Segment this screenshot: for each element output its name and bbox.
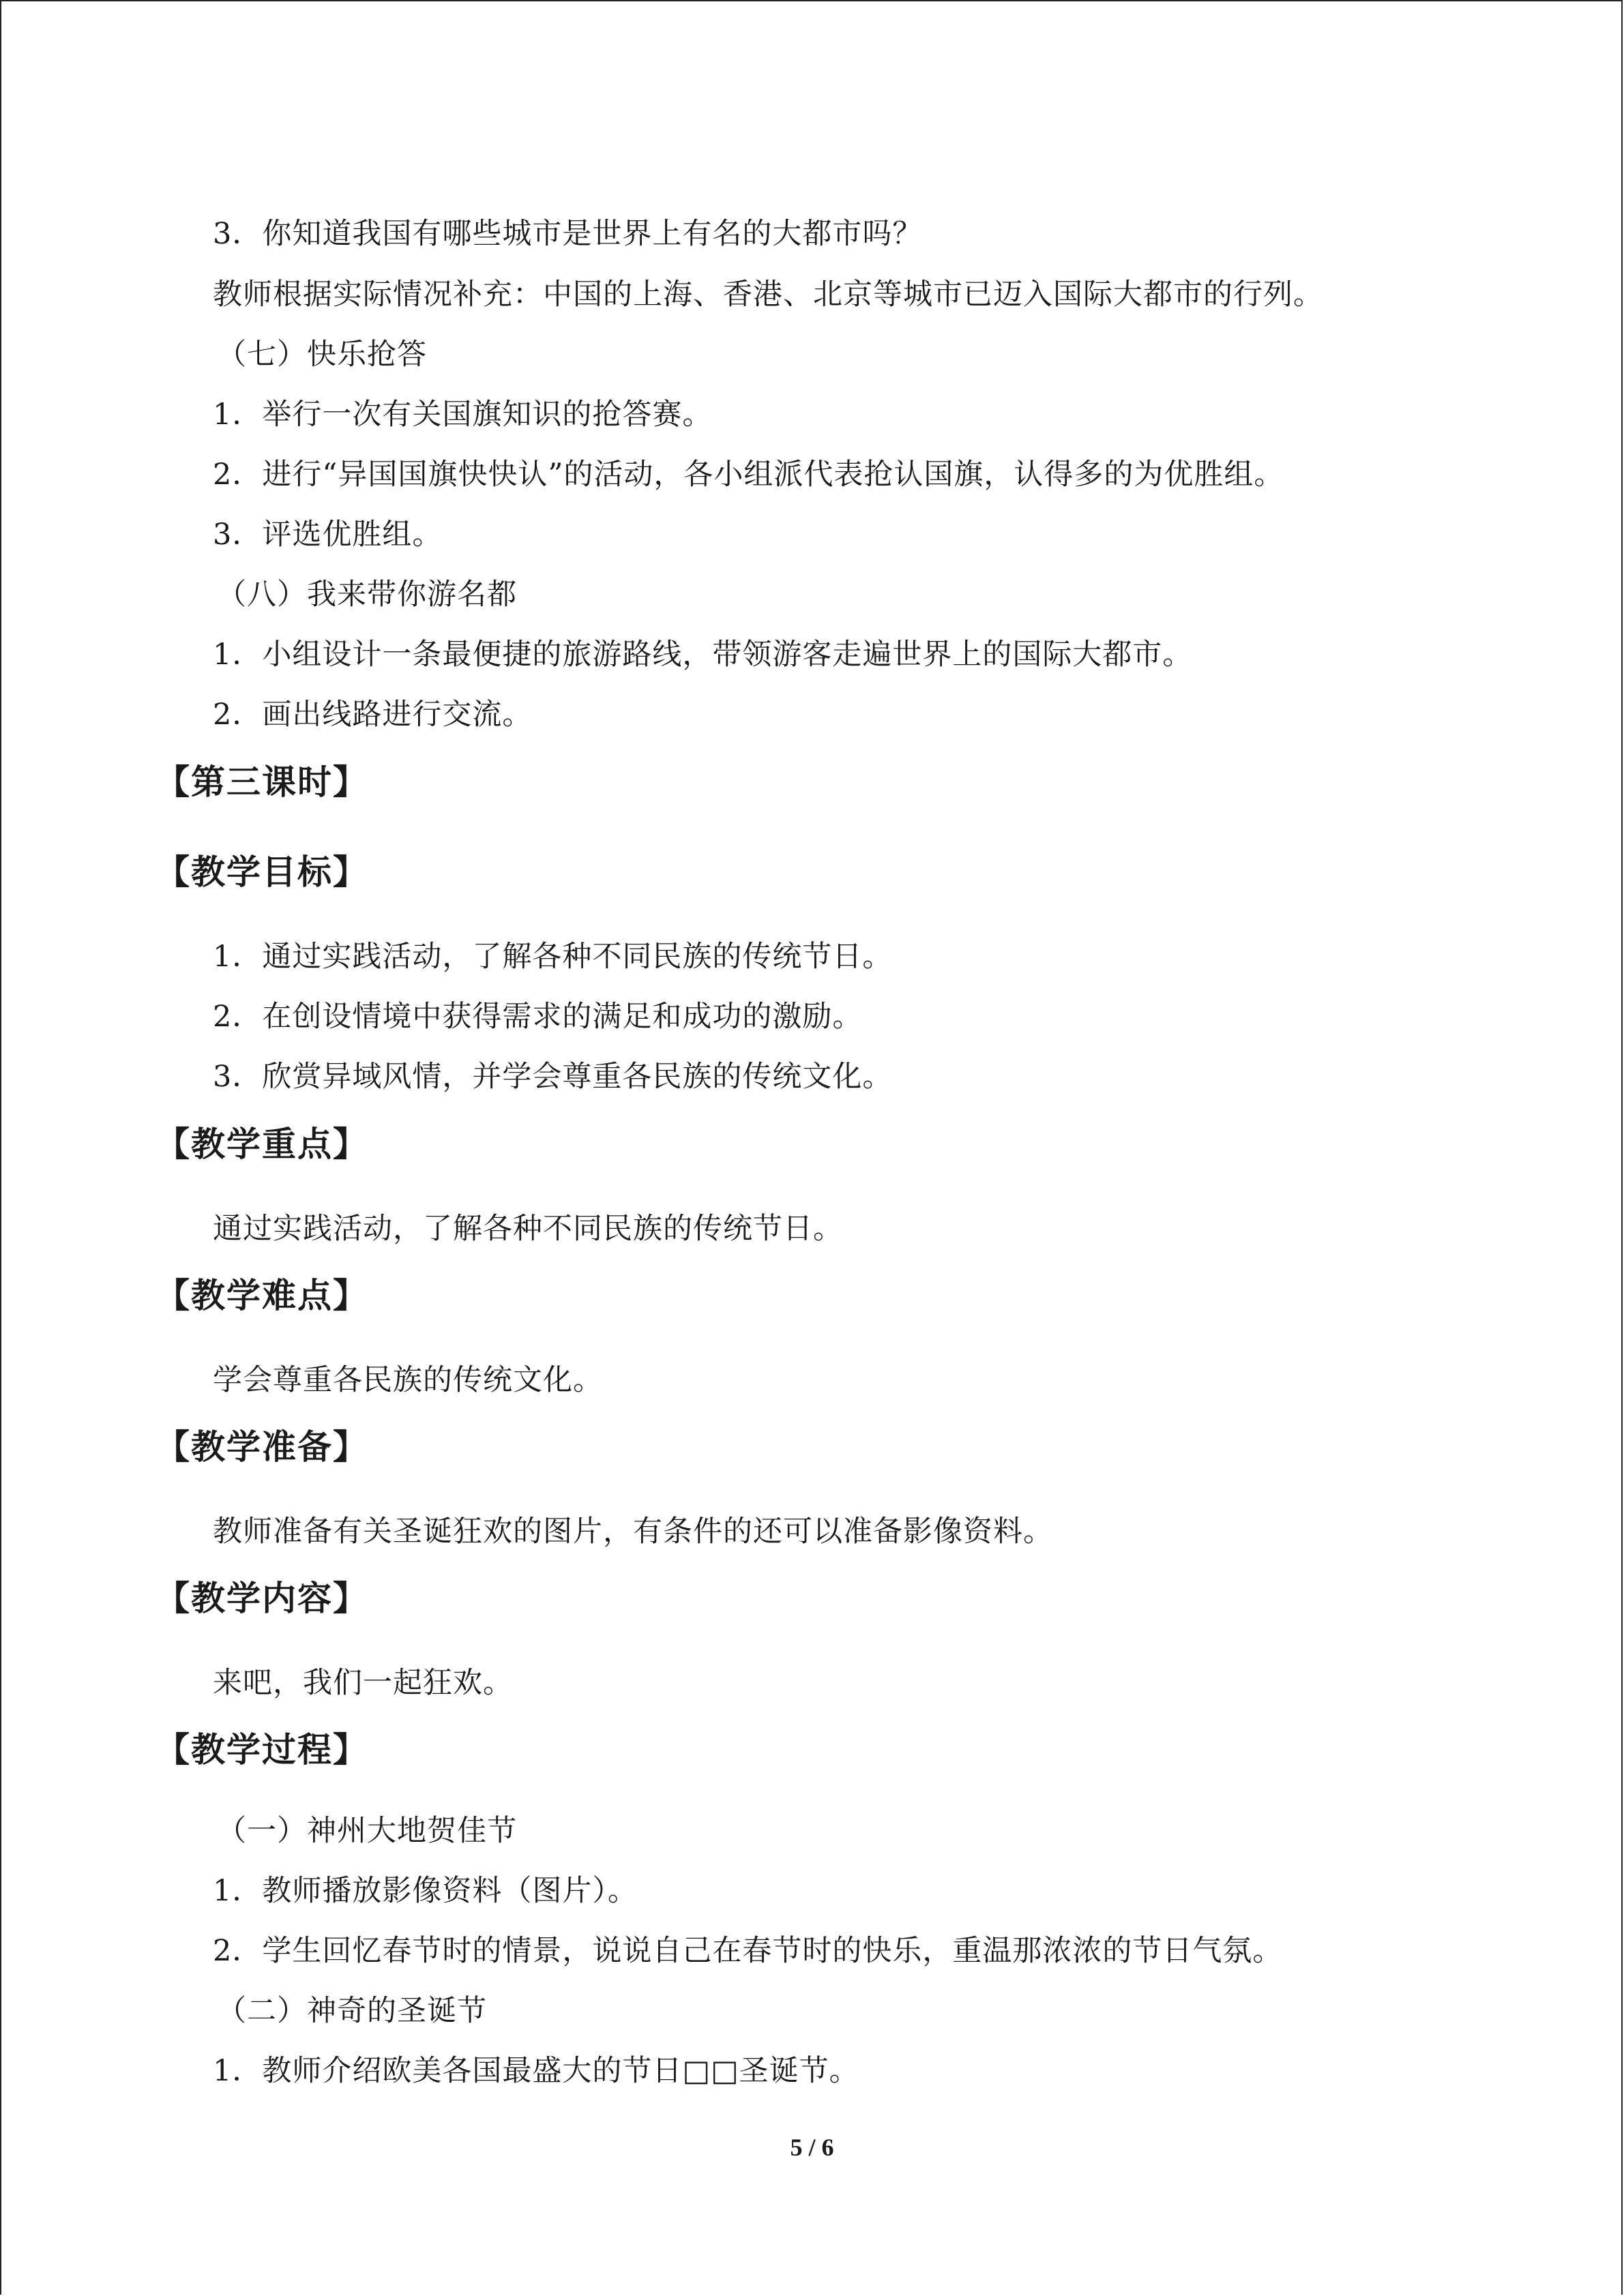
text-line: 1．举行一次有关国旗知识的抢答赛。 xyxy=(213,398,713,432)
text-line: 3．你知道我国有哪些城市是世界上有名的大都市吗？ xyxy=(213,217,923,251)
text-line: 2．画出线路进行交流。 xyxy=(213,698,533,732)
text-line: 1．通过实践活动，了解各种不同民族的传统节日。 xyxy=(213,940,893,974)
text-line: 2．进行“异国国旗快快认”的活动，各小组派代表抢认国旗，认得多的为优胜组。 xyxy=(213,458,1284,492)
text-line: 1．教师介绍欧美各国最盛大的节日□□圣诞节。 xyxy=(213,2054,859,2088)
text-line: 来吧，我们一起狂欢。 xyxy=(213,1666,513,1700)
section-heading: 【教学目标】 xyxy=(156,852,368,892)
section-heading: 【教学内容】 xyxy=(156,1579,368,1618)
text-line: 教师准备有关圣诞狂欢的图片，有条件的还可以准备影像资料。 xyxy=(213,1515,1053,1549)
section-heading: 【教学重点】 xyxy=(156,1124,368,1164)
text-line: 1．教师播放影像资料（图片）。 xyxy=(213,1874,638,1908)
text-line: 3．评选优胜组。 xyxy=(213,518,443,552)
page-number: 5 / 6 xyxy=(790,2134,834,2161)
text-line: 2．在创设情境中获得需求的满足和成功的激励。 xyxy=(213,1000,863,1034)
section-subtitle: （二）神奇的圣诞节 xyxy=(217,1994,487,2028)
text-line: 2．学生回忆春节时的情景，说说自己在春节时的快乐，重温那浓浓的节日气氛。 xyxy=(213,1934,1283,1968)
text-line: 通过实践活动，了解各种不同民族的传统节日。 xyxy=(213,1212,843,1246)
section-subtitle: （八）我来带你游名都 xyxy=(217,578,517,612)
text-line: 3．欣赏异域风情，并学会尊重各民族的传统文化。 xyxy=(213,1060,893,1094)
text-line: 学会尊重各民族的传统文化。 xyxy=(213,1363,603,1397)
text-line: 1．小组设计一条最便捷的旅游路线，带领游客走遍世界上的国际大都市。 xyxy=(213,638,1193,672)
section-heading: 【教学难点】 xyxy=(156,1276,368,1315)
section-subtitle: （七）快乐抢答 xyxy=(217,338,427,372)
section-subtitle: （一）神州大地贺佳节 xyxy=(217,1814,517,1848)
section-heading: 【教学准备】 xyxy=(156,1427,368,1467)
section-heading: 【教学过程】 xyxy=(156,1730,368,1770)
text-line: 教师根据实际情况补充：中国的上海、香港、北京等城市已迈入国际大都市的行列。 xyxy=(213,278,1323,312)
section-heading: 【第三课时】 xyxy=(156,762,368,802)
